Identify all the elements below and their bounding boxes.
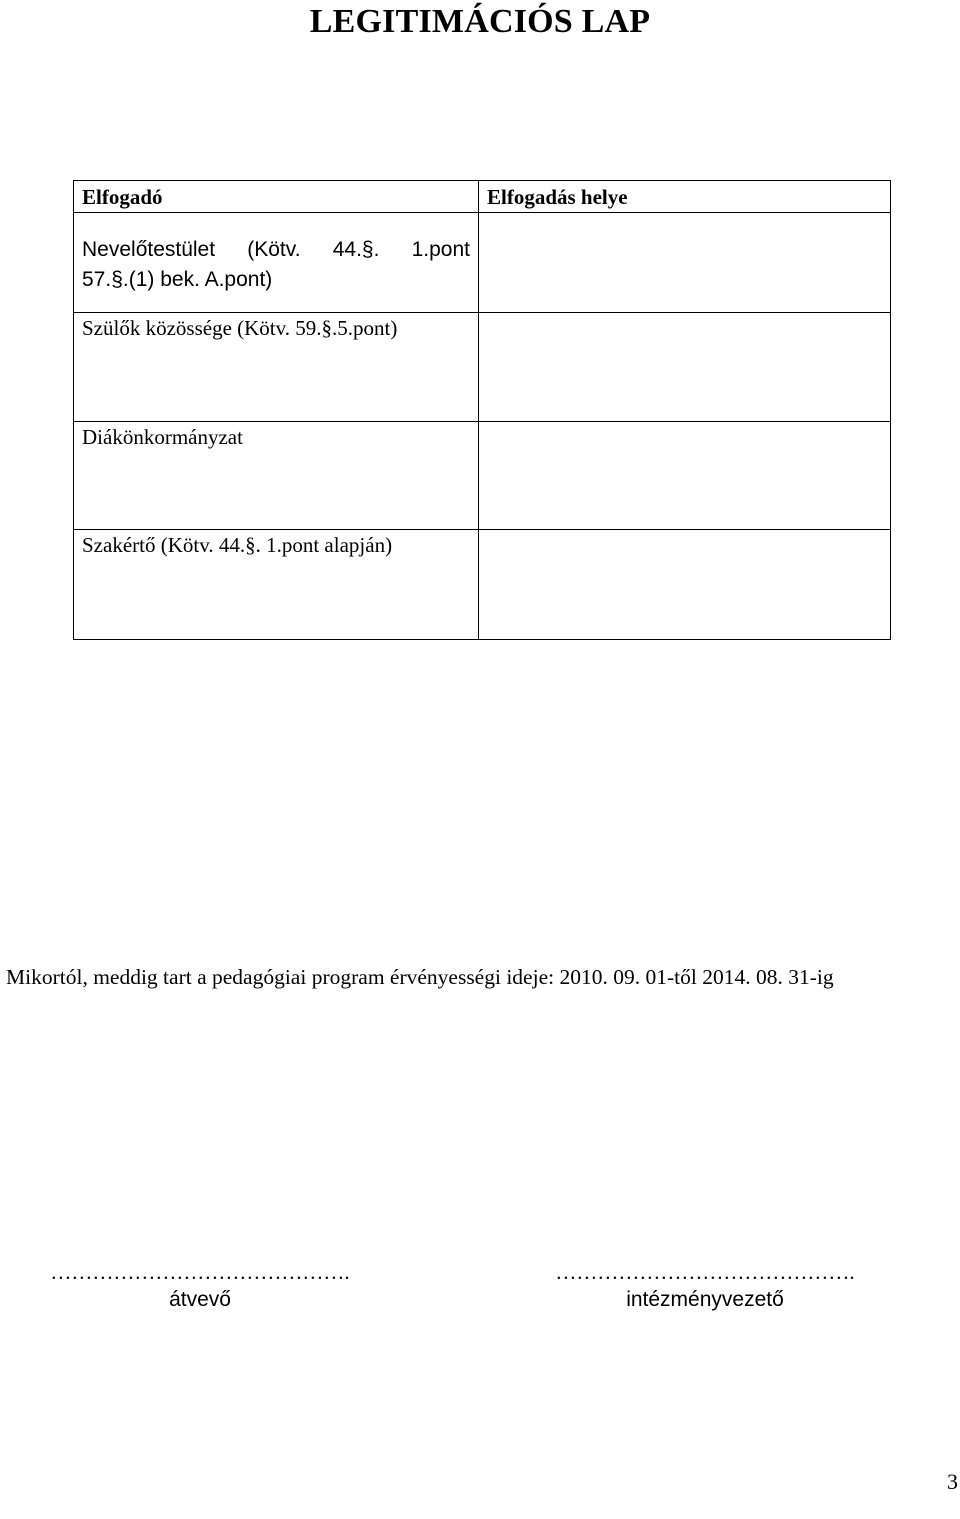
acceptor-cell: Szakértő (Kötv. 44.§. 1.pont alapján) bbox=[74, 530, 479, 640]
page-number: 3 bbox=[947, 1469, 958, 1494]
column-header-acceptor: Elfogadó bbox=[74, 181, 479, 213]
acceptor-line: 57.§.(1) bek. A.pont) bbox=[82, 268, 273, 291]
table-row bbox=[74, 213, 891, 313]
signature-line: ……………………………………. bbox=[50, 1260, 350, 1284]
table-row bbox=[74, 422, 891, 530]
signature-line: ……………………………………. bbox=[555, 1260, 855, 1284]
acceptor-cell bbox=[74, 213, 479, 313]
place-cell bbox=[479, 530, 891, 640]
signature-label: intézményvezető bbox=[626, 1288, 784, 1311]
signature-block-receiver bbox=[0, 1258, 400, 1314]
signature-label: átvevő bbox=[169, 1288, 231, 1311]
acceptor-cell: Szülők közössége (Kötv. 59.§.5.pont) bbox=[74, 313, 479, 422]
validity-period-text: Mikortól, meddig tart a pedagógiai program érvényességi ideje: 2010. 09. 01-től 2014. 08. 31-ig bbox=[6, 965, 834, 989]
place-cell bbox=[479, 422, 891, 530]
legitimation-table bbox=[73, 180, 891, 640]
acceptor-cell: Diákönkormányzat bbox=[74, 422, 479, 530]
signature-block-director bbox=[540, 1258, 870, 1314]
place-cell bbox=[479, 213, 891, 313]
table-header-row bbox=[74, 181, 891, 213]
table-row bbox=[74, 313, 891, 422]
table-row bbox=[74, 530, 891, 640]
place-cell bbox=[479, 313, 891, 422]
column-header-place: Elfogadás helye bbox=[479, 181, 891, 213]
acceptor-line: Nevelőtestület (Kötv. 44.§. 1.pont bbox=[82, 238, 470, 261]
page-title: LEGITIMÁCIÓS LAP bbox=[309, 3, 651, 40]
